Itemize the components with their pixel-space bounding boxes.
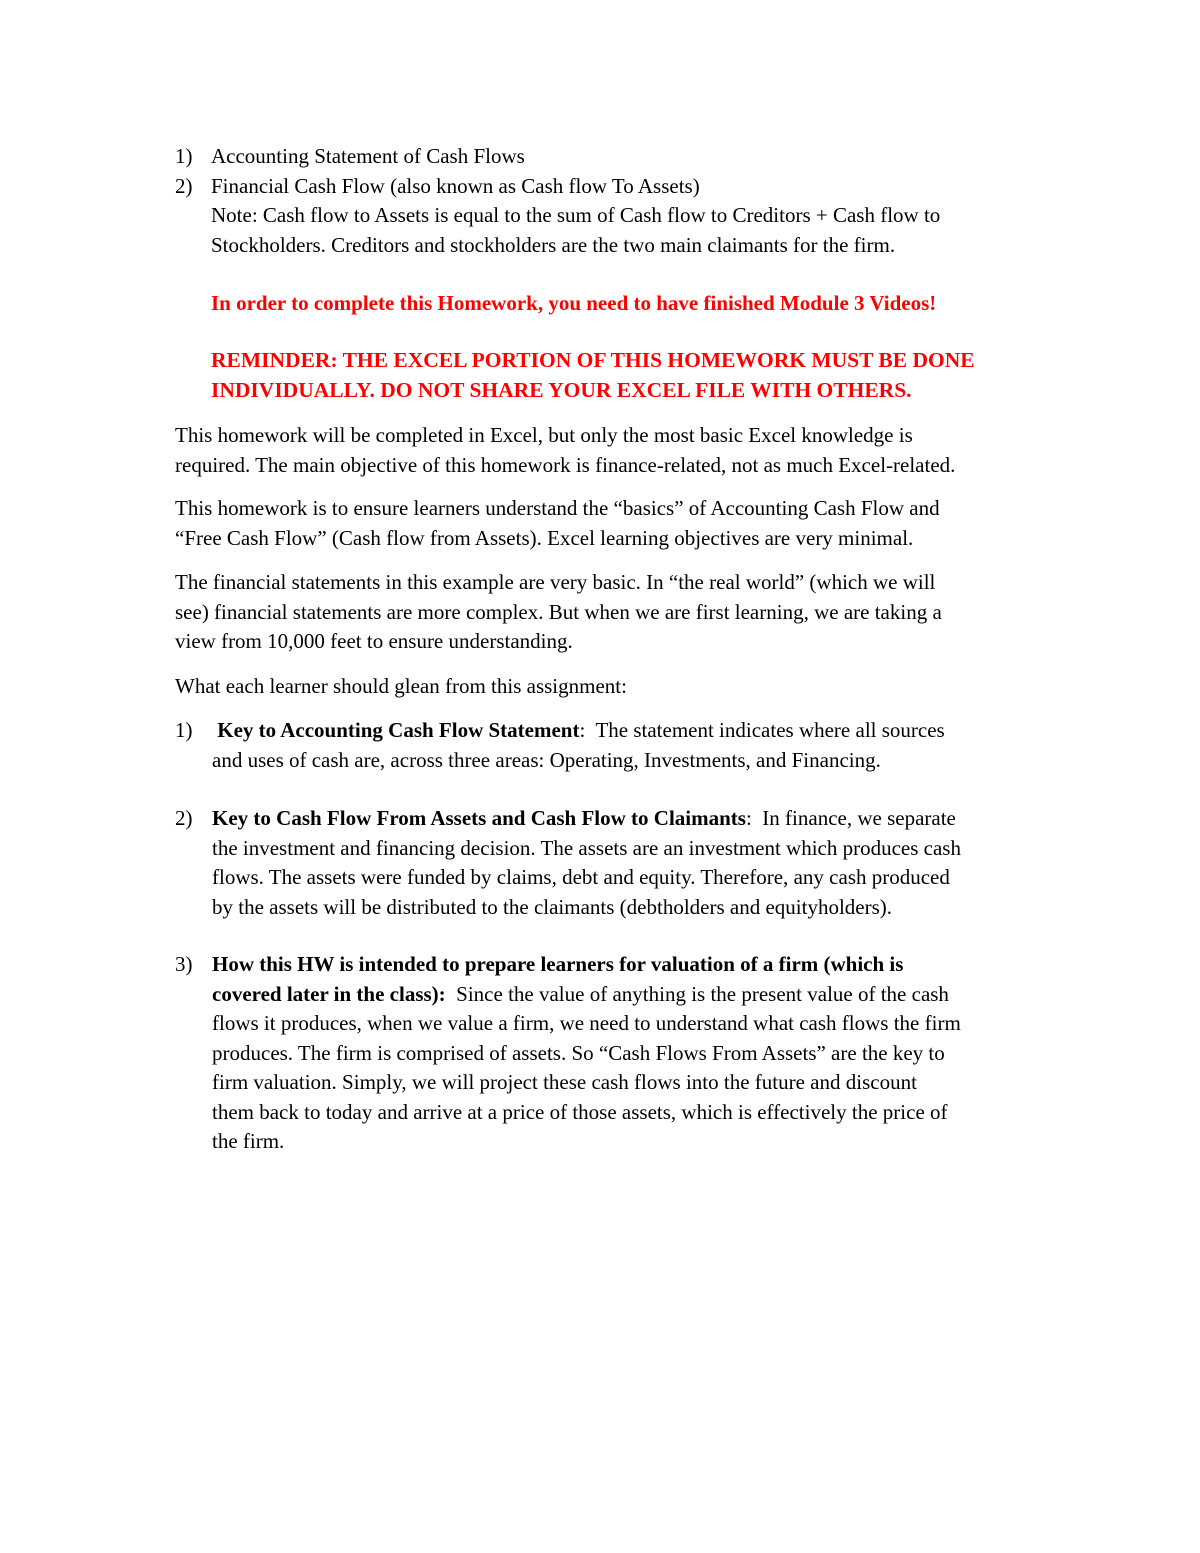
objective-text: the firm. bbox=[212, 1129, 285, 1153]
objective-text: produces. The firm is comprised of assets. So “Cash Flows From Assets” are the key to bbox=[212, 1040, 945, 1065]
objective-item bbox=[175, 804, 1075, 922]
objective-heading: How this HW is intended to prepare learners for valuation of a firm (which is bbox=[212, 952, 904, 976]
list-number: 1) bbox=[175, 144, 193, 168]
paragraph-line: This homework is to ensure learners understand the “basics” of Accounting Cash Flow and bbox=[175, 496, 940, 520]
objective-number: 3) bbox=[175, 952, 193, 976]
objective-number: 2) bbox=[175, 806, 193, 830]
objective-body bbox=[212, 716, 1075, 775]
paragraph-line: “Free Cash Flow” (Cash flow from Assets). Excel learning objectives are very minimal. bbox=[175, 525, 914, 550]
objective-text: : The statement indicates where all sources bbox=[579, 718, 945, 742]
paragraph-line: This homework will be completed in Excel, but only the most basic Excel knowledge is bbox=[175, 423, 913, 447]
objective-text: flows it produces, when we value a firm, we need to understand what cash flows the firm bbox=[212, 1011, 961, 1035]
paragraph-line: view from 10,000 feet to ensure understanding. bbox=[175, 629, 573, 653]
objective-heading: covered later in the class): bbox=[212, 981, 446, 1006]
cash-flow-types-list bbox=[175, 142, 1075, 260]
note-line: Note: Cash flow to Assets is equal to the sum of Cash flow to Creditors + Cash flow to bbox=[211, 203, 941, 227]
list-number: 2) bbox=[175, 173, 193, 198]
reminder-line: INDIVIDUALLY. DO NOT SHARE YOUR EXCEL FILE WITH OTHERS. bbox=[211, 377, 912, 402]
objective-text: and uses of cash are, across three areas: Operating, Investments, and Financing. bbox=[212, 747, 881, 772]
objective-text: flows. The assets were funded by claims, debt and equity. Therefore, any cash produced bbox=[212, 865, 950, 889]
paragraph-statements bbox=[175, 568, 1075, 657]
paragraph-glean: What each learner should glean from this assignment: bbox=[175, 674, 627, 698]
reminder-line: REMINDER: THE EXCEL PORTION OF THIS HOMEWORK MUST BE DONE bbox=[211, 348, 975, 372]
note-line: Stockholders. Creditors and stockholders are the two main claimants for the firm. bbox=[211, 232, 896, 257]
paragraph-excel bbox=[175, 421, 1075, 480]
paragraph-line: The financial statements in this example are very basic. In “the real world” (which we will bbox=[175, 570, 936, 594]
objective-text: them back to today and arrive at a price of those assets, which is effectively the price of bbox=[212, 1099, 948, 1124]
paragraph-purpose bbox=[175, 494, 1075, 553]
objective-text: by the assets will be distributed to the claimants (debtholders and equityholders). bbox=[212, 894, 893, 919]
objective-number: 1) bbox=[175, 718, 193, 742]
module-notice: In order to complete this Homework, you need to have finished Module 3 Videos! bbox=[211, 291, 937, 315]
objective-text: the investment and financing decision. The assets are an investment which produces cash bbox=[212, 835, 961, 860]
list-item-text: Financial Cash Flow (also known as Cash flow To Assets) bbox=[211, 173, 700, 198]
paragraph-line: see) financial statements are more complex. But when we are first learning, we are taking a bbox=[175, 599, 942, 624]
objective-text: : In finance, we separate bbox=[745, 806, 956, 830]
objective-body bbox=[212, 804, 1075, 922]
list-item bbox=[175, 142, 1075, 172]
list-item-text: Accounting Statement of Cash Flows bbox=[211, 144, 525, 168]
list-item bbox=[175, 172, 1075, 202]
note-paragraph bbox=[211, 201, 1075, 260]
objective-item bbox=[175, 716, 1075, 775]
objective-text: Since the value of anything is the present value of the cash bbox=[445, 981, 949, 1006]
paragraph-line: required. The main objective of this homework is finance-related, not as much Excel-related. bbox=[175, 452, 956, 477]
objective-item bbox=[175, 950, 1075, 1157]
reminder-notice bbox=[211, 346, 1091, 405]
objective-text: firm valuation. Simply, we will project these cash flows into the future and discount bbox=[212, 1070, 917, 1094]
objective-heading: Key to Accounting Cash Flow Statement bbox=[212, 718, 580, 742]
objective-body bbox=[212, 950, 1075, 1157]
objective-heading: Key to Cash Flow From Assets and Cash Flow to Claimants bbox=[212, 806, 746, 830]
